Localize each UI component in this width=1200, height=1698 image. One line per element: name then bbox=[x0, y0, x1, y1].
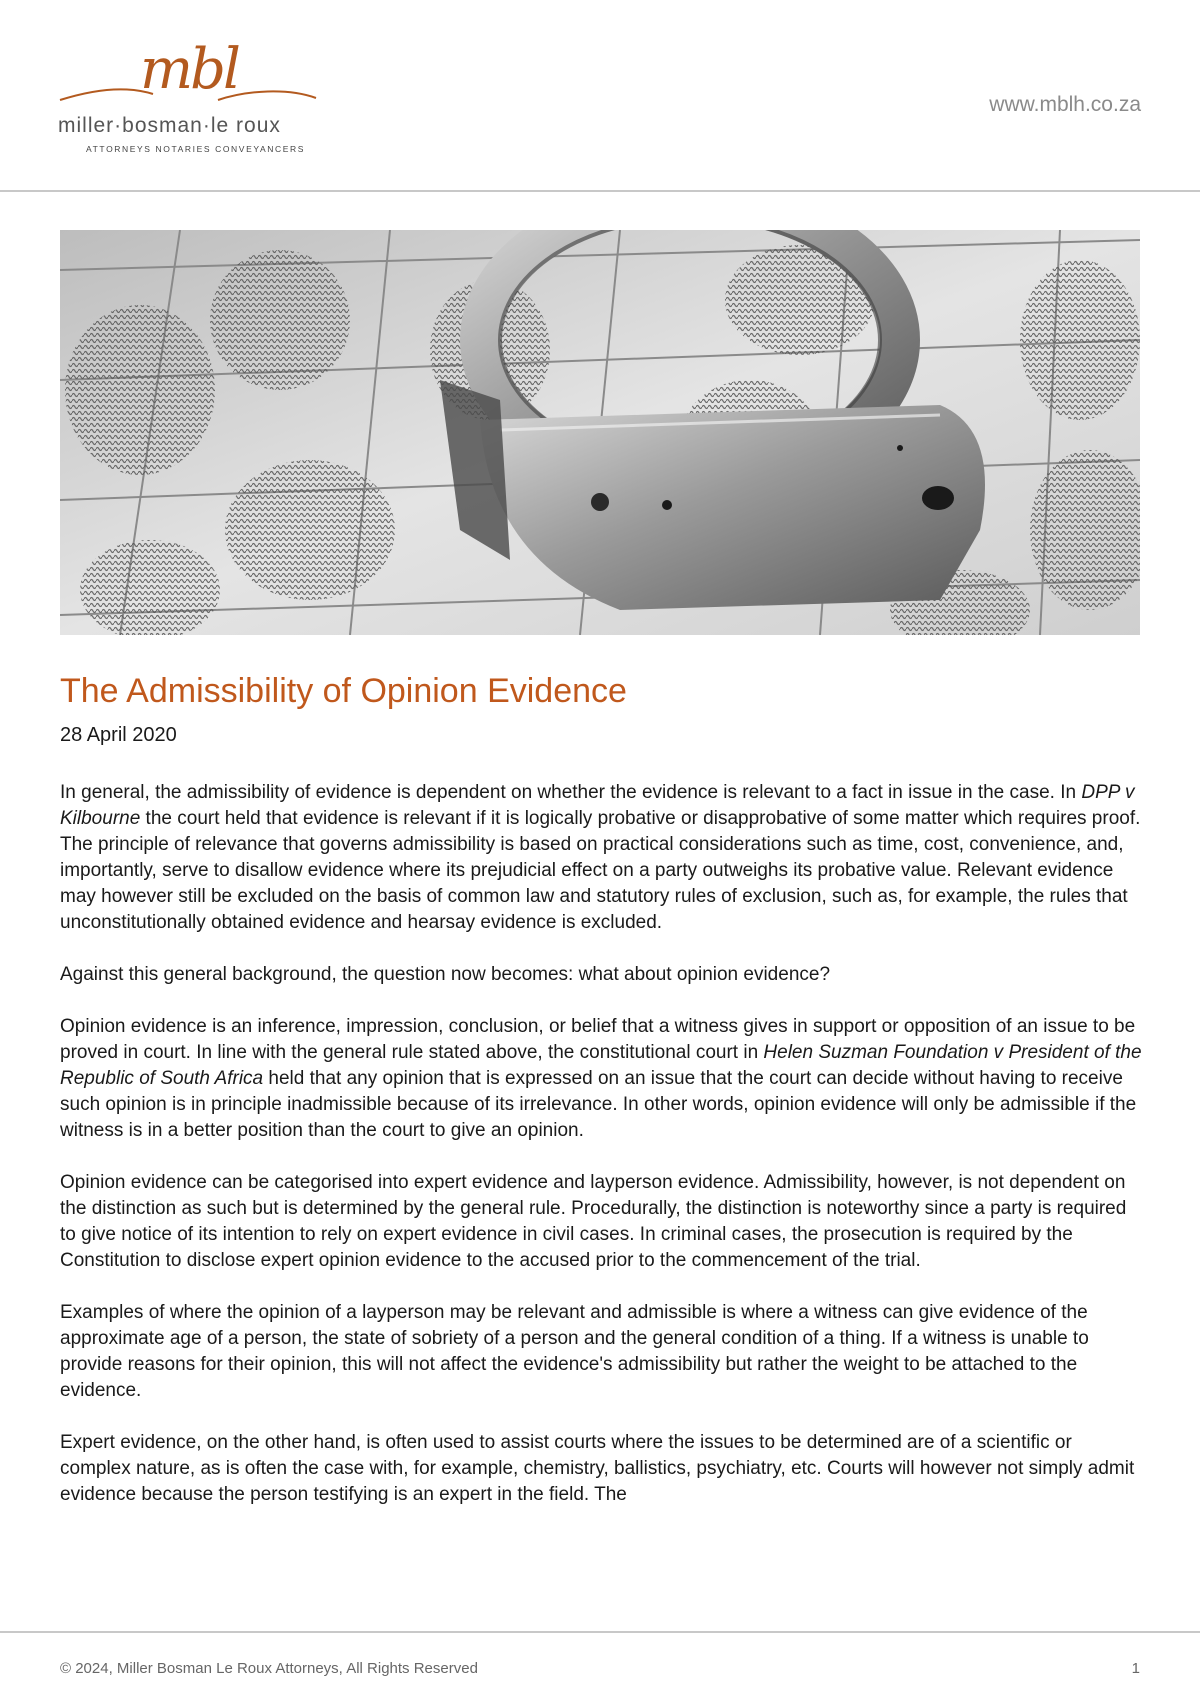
paragraph-1 bbox=[60, 780, 1145, 936]
page-header bbox=[0, 0, 1200, 192]
case-citation-kilbourne: DPP v Kilbourne bbox=[60, 782, 1135, 829]
case-citation-helen-suzman: Helen Suzman Foundation v President of the Republic of South Africa bbox=[60, 1042, 1142, 1089]
paragraph-5: Examples of where the opinion of a layperson may be relevant and admissible is where a witness can give evidence of the approximate age of a person, the state of sobriety of a person and the general condition of a thing. If a witness is unable to provide reasons for their opinion, this will not affect the evidence's admissibility but rather the weight to be attached to the evidence. bbox=[60, 1302, 1089, 1401]
paragraph-3-text-a: Opinion evidence is an inference, impression, conclusion, or belief that a witness gives in support or opposition of an issue to be proved in court. In line with the general rule stated above, the constitutional court in bbox=[60, 1016, 1136, 1063]
paragraph-2: Against this general background, the question now becomes: what about opinion evidence? bbox=[60, 964, 831, 985]
article-date: 28 April 2020 bbox=[60, 724, 177, 746]
website-link[interactable]: www.mblh.co.za bbox=[989, 93, 1141, 116]
paragraph-3 bbox=[60, 1014, 1145, 1144]
paragraph-3-text-b: held that any opinion that is expressed on an issue that the court can decide without having to receive such opinion is in principle inadmissible because of its irrelevance. In other words, opinion evidence will only be admissible if the witness is in a better position than the court to give an opinion. bbox=[60, 1068, 1137, 1141]
article-title: The Admissibility of Opinion Evidence bbox=[60, 672, 627, 710]
paragraph-1-text-b: the court held that evidence is relevant if it is logically probative or disapprobative of some matter which requires proof. The principle of relevance that governs admissibility is based on practical considerations such as time, cost, convenience, and, importantly, serve to disallow evidence where its prejudicial effect on a party outweighs its probative value. Relevant evidence may however still be excluded on the basis of common law and statutory rules of exclusion, such as, for example, the rules that unconstitutionally obtained evidence and hearsay evidence is excluded. bbox=[60, 808, 1141, 933]
paragraph-1-text-a: In general, the admissibility of evidence is dependent on whether the evidence is relevant to a fact in issue in the case. In bbox=[60, 782, 1082, 803]
paragraph-6: Expert evidence, on the other hand, is often used to assist courts where the issues to be determined are of a scientific or complex nature, as is often the case with, for example, chemistry, ballistics, psychiatry, etc. Courts will however not simply admit evidence because the person testifying is an expert in the field. The bbox=[60, 1432, 1135, 1505]
footer-divider bbox=[0, 1631, 1200, 1633]
page-number: 1 bbox=[1131, 1660, 1140, 1677]
logo-tagline: ATTORNEYS NOTARIES CONVEYANCERS bbox=[86, 144, 305, 154]
hero-image bbox=[60, 230, 1140, 635]
article-body bbox=[60, 780, 1145, 1534]
footer-copyright: © 2024, Miller Bosman Le Roux Attorneys, All Rights Reserved bbox=[60, 1660, 478, 1677]
header-divider bbox=[0, 190, 1200, 192]
company-logo[interactable] bbox=[58, 37, 318, 160]
handcuffs-fingerprints-icon bbox=[60, 230, 1140, 635]
logo-firm-name: miller·bosman·le roux bbox=[58, 114, 281, 137]
paragraph-4: Opinion evidence can be categorised into expert evidence and layperson evidence. Admissibility, however, is not dependent on the distinction as such but is determined by the general rule. Procedurally, the distinction is noteworthy since a party is required to give notice of its intention to rely on expert evidence in civil cases. In criminal cases, the prosecution is required by the Constitution to disclose expert opinion evidence to the accused prior to the commencement of the trial. bbox=[60, 1172, 1127, 1271]
logo-mark: mbl bbox=[140, 37, 238, 102]
